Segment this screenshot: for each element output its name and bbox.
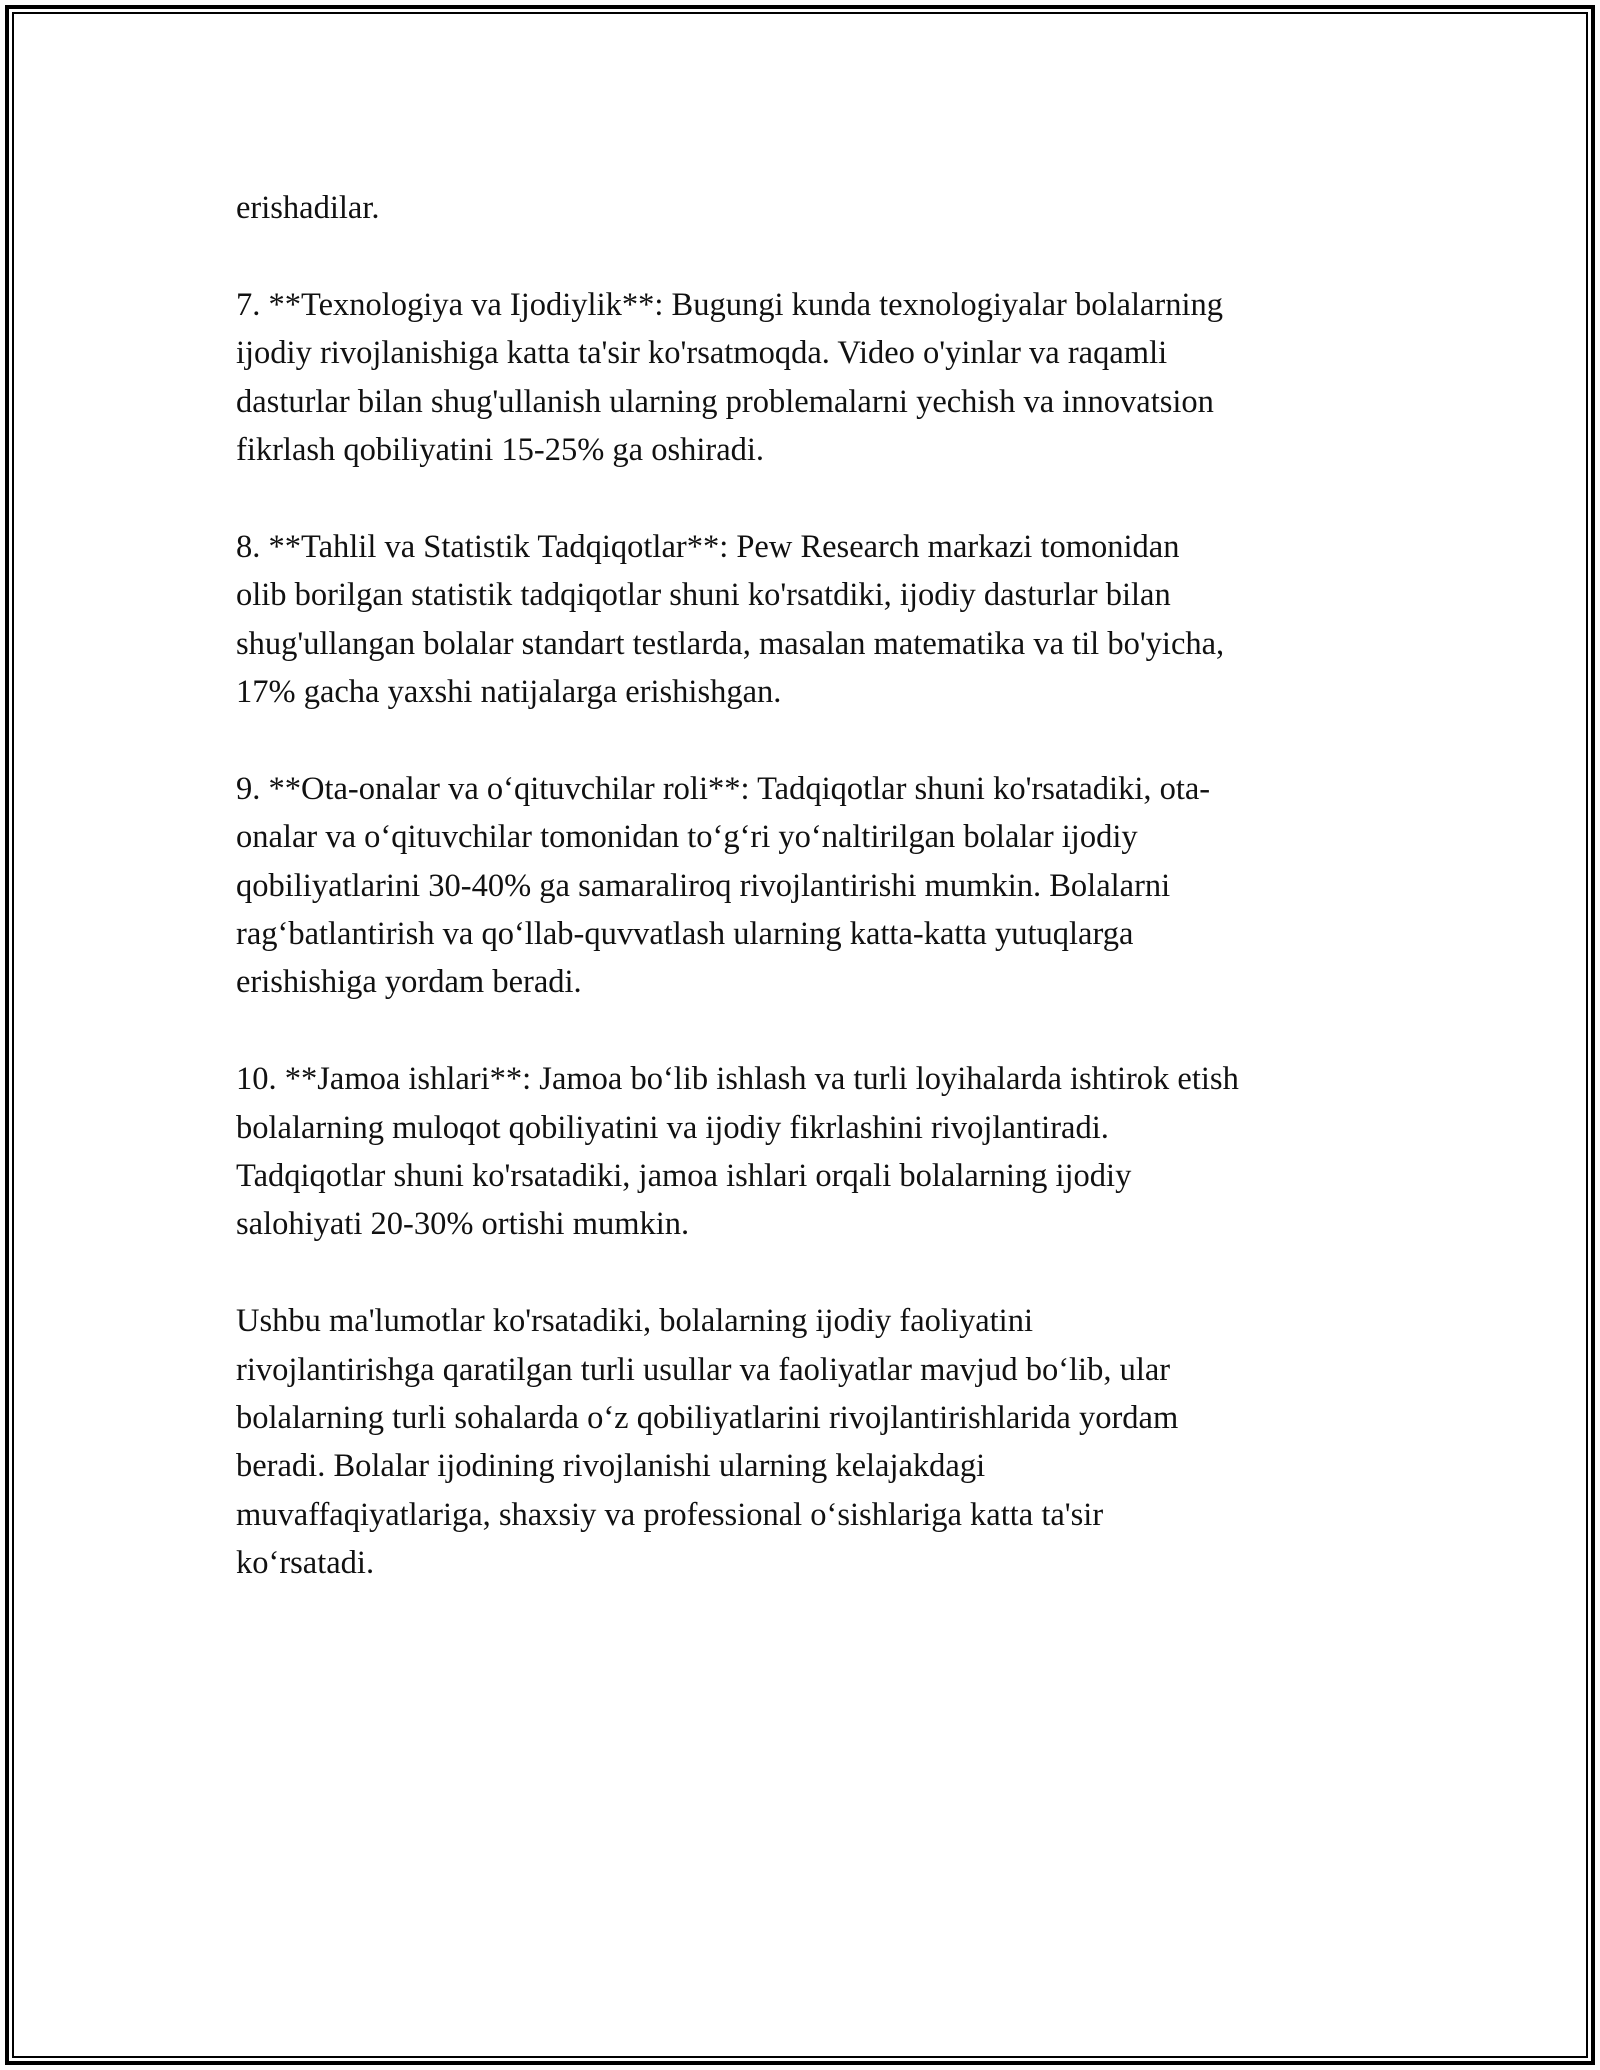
document-body (236, 184, 1386, 1636)
paragraph-item-8: 8. **Tahlil va Statistik Tadqiqotlar**: Pew Research markazi tomonidan olib borilgan statistik tadqiqotlar shuni ko'rsatdiki, ijodiy dasturlar bilan shug'ullangan bolalar standart testlarda, masalan matematika va til bo'yicha, 17% gacha yaxshi natijalarga erishishgan. (236, 528, 1225, 711)
paragraph-conclusion: Ushbu ma'lumotlar ko'rsatadiki, bolalarning ijodiy faoliyatini rivojlantirishga qaratilgan turli usullar va faoliyatlar mavjud bo‘lib, ular bolalarning turli sohalarda o‘z qobiliyatlarini rivojlantirishlarida yordam beradi. Bolalar ijodining rivojlanishi ularning kelajakdagi muvaffaqiyatlariga, shaxsiy va professional o‘sishlariga katta ta'sir ko‘rsatadi. (236, 1303, 1179, 1582)
paragraph-item-9: 9. **Ota-onalar va o‘qituvchilar roli**: Tadqiqotlar shuni ko'rsatadiki, ota- onalar va o‘qituvchilar tomonidan to‘g‘ri yo‘naltirilgan bolalar ijodiy qobiliyatlarini 30-40% ga samaraliroq rivojlantirishi mumkin. Bolalarni rag‘batlantirish va qo‘llab-quvvatlash ularning katta-katta yutuqlarga erishishiga yordam beradi. (236, 770, 1211, 1001)
paragraph-item-7: 7. **Texnologiya va Ijodiylik**: Bugungi kunda texnologiyalar bolalarning ijodiy rivojlanishiga katta ta'sir ko'rsatmoqda. Video o'yinlar va raqamli dasturlar bilan shug'ullanish ularning problemalarni yechish va innovatsion fikrlash qobiliyatini 15-25% ga oshiradi. (236, 286, 1223, 469)
paragraph-item-10: 10. **Jamoa ishlari**: Jamoa bo‘lib ishlash va turli loyihalarda ishtirok etish bolalarning muloqot qobiliyatini va ijodiy fikrlashini rivojlantiradi. Tadqiqotlar shuni ko'rsatadiki, jamoa ishlari orqali bolalarning ijodiy salohiyati 20-30% ortishi mumkin. (236, 1061, 1239, 1243)
paragraph-continuation: erishadilar. (236, 190, 380, 226)
